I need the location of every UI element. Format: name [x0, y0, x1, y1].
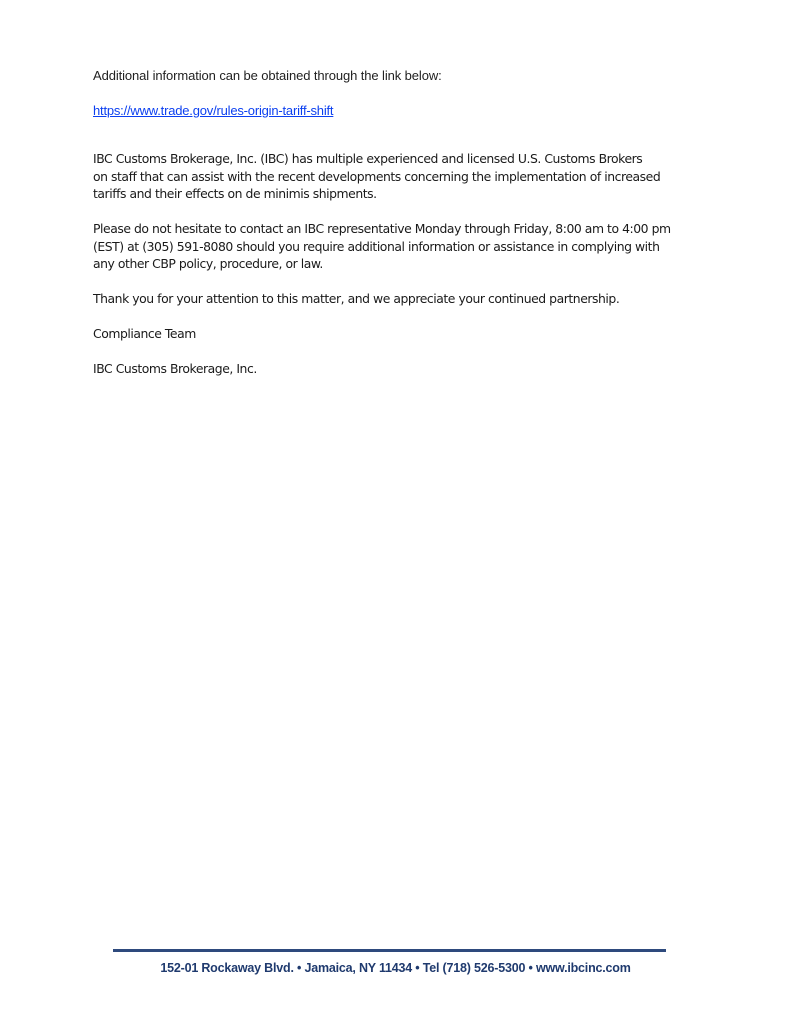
paragraph-line: IBC Customs Brokerage, Inc.	[93, 361, 257, 376]
paragraph-line: (EST) at (305) 591-8080 should you require additional information or assistance in complying with	[93, 238, 660, 254]
footer-address	[0, 961, 791, 975]
paragraph-line: IBC Customs Brokerage, Inc. (IBC) has multiple experienced and licensed U.S. Customs Brokers	[93, 151, 643, 166]
intro-text: Additional information can be obtained through the link below:	[93, 68, 442, 83]
paragraph-line: Thank you for your attention to this matter, and we appreciate your continued partnership.	[93, 291, 620, 306]
signature-company	[93, 360, 708, 378]
paragraph-contact	[93, 220, 708, 273]
paragraph-line: tariffs and their effects on de minimis shipments.	[93, 186, 377, 201]
paragraph-line: on staff that can assist with the recent developments concerning the implementation of increased	[93, 168, 661, 184]
trade-gov-link[interactable]: https://www.trade.gov/rules-origin-tariff-shift	[93, 103, 334, 118]
footer-address-text: 152-01 Rockaway Blvd. • Jamaica, NY 11434 • Tel (718) 526-5300 • www.ibcinc.com	[160, 961, 631, 975]
paragraph-ibc-brokers	[93, 150, 708, 203]
paragraph-line: Compliance Team	[93, 326, 196, 341]
paragraph-thank-you	[93, 290, 708, 308]
signature-team	[93, 325, 708, 343]
paragraph-line: any other CBP policy, procedure, or law.	[93, 256, 323, 271]
footer-divider	[113, 949, 666, 952]
paragraph-line: Please do not hesitate to contact an IBC representative Monday through Friday, 8:00 am to 4:00 pm	[93, 221, 671, 236]
